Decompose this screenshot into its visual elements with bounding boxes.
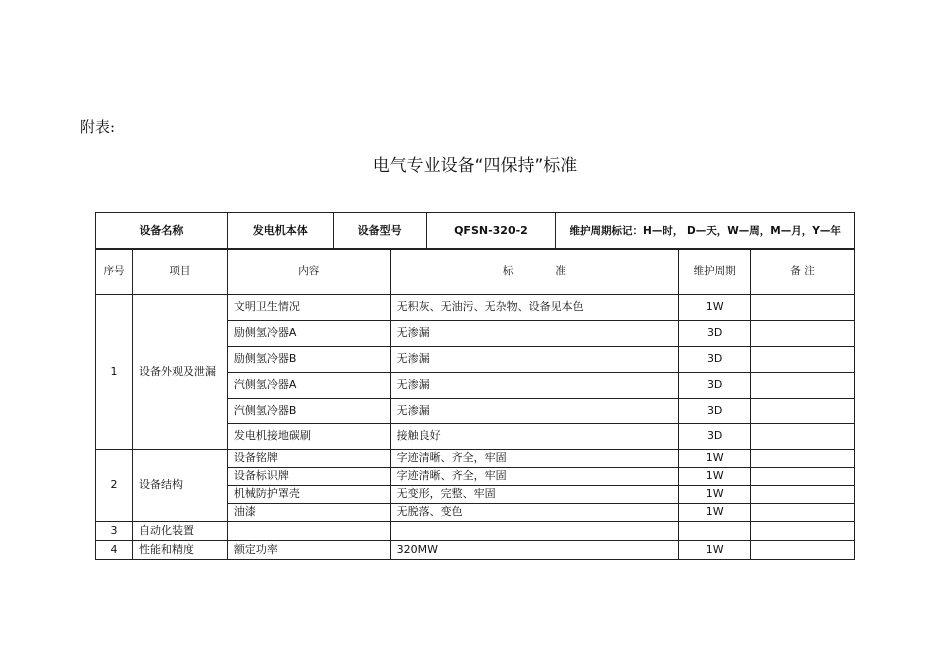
header-cycle: 维护周期 bbox=[679, 249, 751, 295]
row-remark bbox=[751, 450, 855, 468]
table-row bbox=[96, 295, 855, 321]
equipment-model-label: 设备型号 bbox=[333, 213, 426, 250]
row-item: 设备外观及泄漏 bbox=[132, 295, 227, 450]
row-remark bbox=[751, 373, 855, 399]
row-cycle bbox=[679, 522, 751, 541]
row-remark bbox=[751, 321, 855, 347]
row-remark bbox=[751, 486, 855, 504]
header-content: 内容 bbox=[227, 249, 390, 295]
row-content: 励侧氢冷器B bbox=[227, 347, 390, 373]
header-remark: 备 注 bbox=[751, 249, 855, 295]
row-remark bbox=[751, 347, 855, 373]
row-cycle: 1W bbox=[679, 295, 751, 321]
table-row bbox=[96, 450, 855, 468]
row-remark bbox=[751, 424, 855, 450]
row-cycle: 3D bbox=[679, 347, 751, 373]
row-standard: 无渗漏 bbox=[390, 399, 679, 424]
row-remark bbox=[751, 522, 855, 541]
table-row bbox=[96, 522, 855, 541]
row-number: 1 bbox=[96, 295, 133, 450]
row-item: 设备结构 bbox=[132, 450, 227, 522]
standards-table bbox=[95, 248, 855, 560]
row-content: 文明卫生情况 bbox=[227, 295, 390, 321]
table-header-row bbox=[96, 249, 855, 295]
table-row bbox=[96, 541, 855, 560]
row-standard: 320MW bbox=[390, 541, 679, 560]
header-no: 序号 bbox=[96, 249, 133, 295]
row-content: 油漆 bbox=[227, 504, 390, 522]
row-standard: 无脱落、变色 bbox=[390, 504, 679, 522]
row-standard: 无渗漏 bbox=[390, 373, 679, 399]
row-cycle: 1W bbox=[679, 541, 751, 560]
row-number: 4 bbox=[96, 541, 133, 560]
row-content: 设备标识牌 bbox=[227, 468, 390, 486]
row-cycle: 3D bbox=[679, 424, 751, 450]
row-number: 2 bbox=[96, 450, 133, 522]
header-standard: 标 准 bbox=[390, 249, 679, 295]
equipment-info-row bbox=[96, 213, 855, 250]
row-item: 自动化装置 bbox=[132, 522, 227, 541]
row-standard bbox=[390, 522, 679, 541]
row-content: 发电机接地碳刷 bbox=[227, 424, 390, 450]
row-cycle: 1W bbox=[679, 504, 751, 522]
row-content: 机械防护罩壳 bbox=[227, 486, 390, 504]
row-cycle: 3D bbox=[679, 399, 751, 424]
row-number: 3 bbox=[96, 522, 133, 541]
row-content: 额定功率 bbox=[227, 541, 390, 560]
row-content: 汽侧氢冷器B bbox=[227, 399, 390, 424]
document-title: 电气专业设备“四保持”标准 bbox=[372, 156, 578, 176]
row-remark bbox=[751, 541, 855, 560]
row-standard: 接触良好 bbox=[390, 424, 679, 450]
attachment-label: 附表: bbox=[80, 118, 116, 136]
row-standard: 无渗漏 bbox=[390, 321, 679, 347]
row-standard: 字迹清晰、齐全，牢固 bbox=[390, 450, 679, 468]
equipment-info-table bbox=[95, 212, 855, 250]
row-content bbox=[227, 522, 390, 541]
cycle-legend-note: 维护周期标记：H—时， D—天，W—周，M—月，Y—年 bbox=[556, 213, 855, 250]
row-remark bbox=[751, 468, 855, 486]
row-cycle: 1W bbox=[679, 486, 751, 504]
row-standard: 无渗漏 bbox=[390, 347, 679, 373]
row-cycle: 1W bbox=[679, 468, 751, 486]
row-standard: 无积灰、无油污、无杂物、设备见本色 bbox=[390, 295, 679, 321]
equipment-name-value: 发电机本体 bbox=[227, 213, 333, 250]
row-cycle: 3D bbox=[679, 321, 751, 347]
equipment-model-value: QFSN-320-2 bbox=[426, 213, 556, 250]
row-standard: 字迹清晰、齐全，牢固 bbox=[390, 468, 679, 486]
equipment-name-label: 设备名称 bbox=[96, 213, 228, 250]
row-remark bbox=[751, 295, 855, 321]
row-remark bbox=[751, 504, 855, 522]
row-content: 汽侧氢冷器A bbox=[227, 373, 390, 399]
row-remark bbox=[751, 399, 855, 424]
row-standard: 无变形，完整、牢固 bbox=[390, 486, 679, 504]
row-cycle: 1W bbox=[679, 450, 751, 468]
row-item: 性能和精度 bbox=[132, 541, 227, 560]
row-cycle: 3D bbox=[679, 373, 751, 399]
header-item: 项目 bbox=[132, 249, 227, 295]
row-content: 励侧氢冷器A bbox=[227, 321, 390, 347]
row-content: 设备铭牌 bbox=[227, 450, 390, 468]
